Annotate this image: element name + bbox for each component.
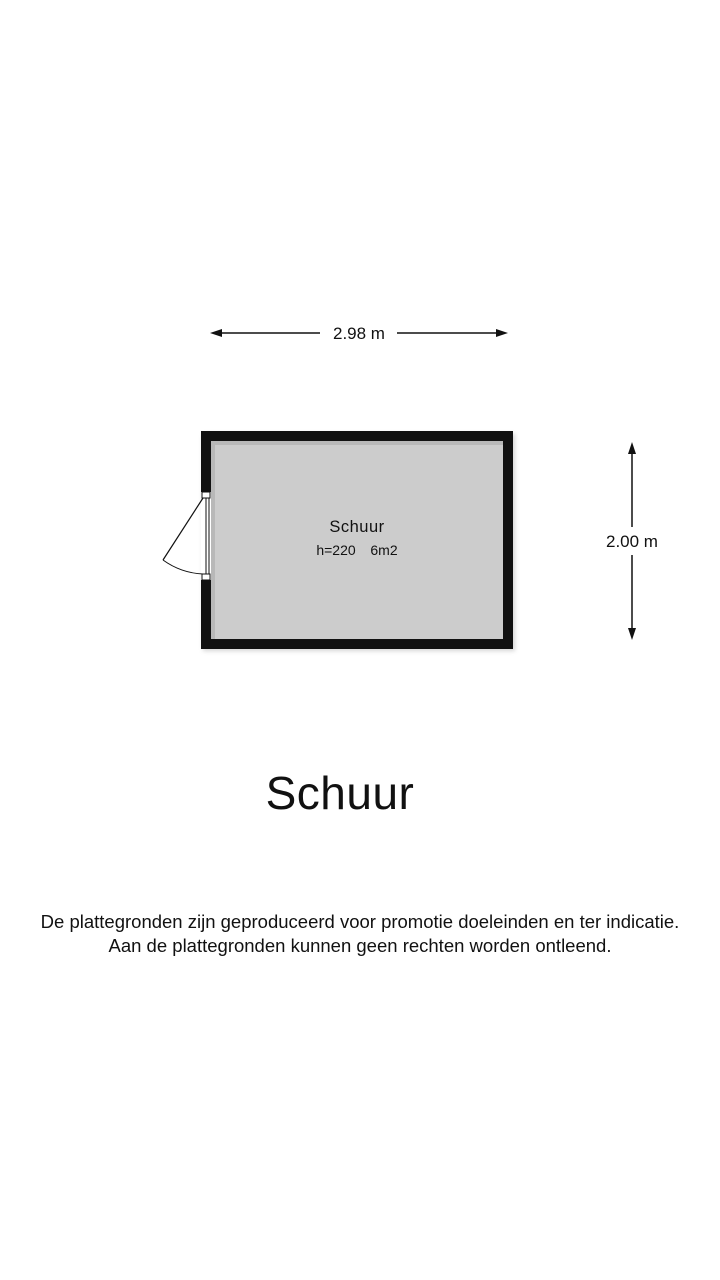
door-frame-top (202, 492, 210, 498)
room-schuur (163, 431, 515, 651)
disclaimer-line-2: Aan de plattegronden kunnen geen rechten worden ontleend. (108, 935, 612, 956)
room-floor (211, 441, 503, 639)
door-leaf (163, 498, 203, 560)
floor-inner-shade-top (211, 441, 503, 445)
height-dimension-label: 2.00 m (606, 532, 658, 551)
disclaimer (0, 910, 720, 958)
room-height: h=220 (316, 542, 356, 558)
disclaimer-line-1: De plattegronden zijn geproduceerd voor promotie doeleinden en ter indicatie. (40, 911, 680, 932)
floor-title: Schuur (265, 767, 415, 819)
arrow-down-icon (628, 628, 636, 640)
room-name: Schuur (329, 518, 385, 536)
door-swing-arc (163, 560, 203, 574)
arrow-right-icon (496, 329, 508, 337)
height-dimension (606, 442, 658, 640)
arrow-left-icon (210, 329, 222, 337)
door-frame-bottom (202, 574, 210, 580)
room-area: 6m2 (370, 542, 398, 558)
width-dimension (210, 324, 508, 343)
arrow-up-icon (628, 442, 636, 454)
width-dimension-label: 2.98 m (333, 324, 385, 343)
floor-inner-shade-left (211, 441, 215, 639)
